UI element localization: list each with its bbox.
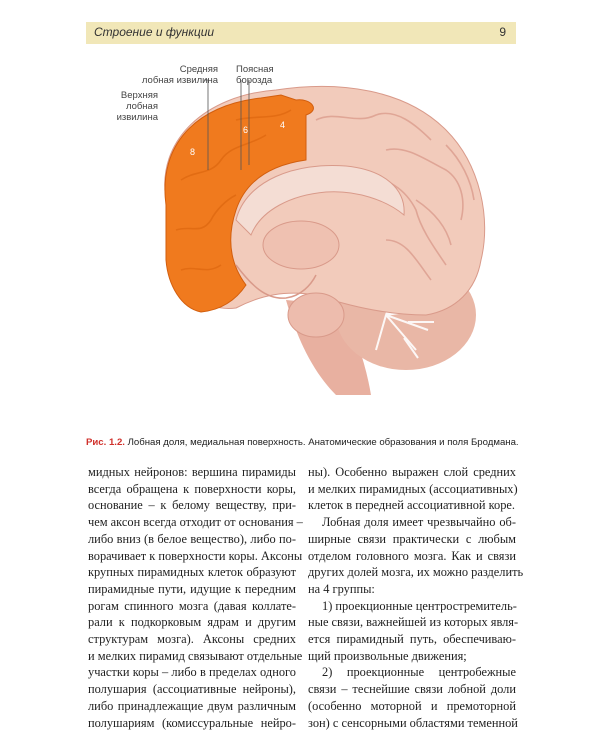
text-line: чем аксон всегда отходит от основания – — [88, 515, 303, 530]
field-4: 4 — [280, 120, 286, 130]
thalamus — [263, 221, 339, 269]
caption-text: Лобная доля, медиальная поверхность. Анатомические образования и поля Бродмана. — [124, 437, 519, 448]
brain-figure — [86, 50, 516, 430]
text-line: рогам спинного мозга (давая коллате- — [88, 598, 296, 613]
text-line: ется пирамидный путь, обеспечиваю- — [308, 632, 516, 647]
text-line: клеток в передней ассоциативной коре. — [308, 498, 516, 513]
text-line: пирамидные пути, идущие к передним — [88, 581, 296, 596]
text-line: Лобная доля имеет чрезвычайно об- — [322, 515, 516, 530]
figure-caption — [86, 437, 526, 448]
label-cingulate-sulcus: Поясная борозда — [236, 64, 274, 86]
text-line: щий произвольные движения; — [308, 648, 467, 663]
pons — [288, 293, 344, 337]
text-line: крупных пирамидных клеток образуют — [88, 565, 296, 580]
caption-prefix: Рис. 1.2. — [86, 437, 125, 448]
text-line: мидных нейронов: вершина пирамиды — [88, 465, 296, 479]
text-line: всегда обращена к поверхности коры, — [88, 481, 296, 496]
text-line: рали к подкорковым ядрам и другим — [88, 615, 296, 630]
label-superior-frontal-gyrus: Верхняя лобная извилина — [116, 90, 158, 123]
running-header — [86, 22, 516, 44]
text-line: 1) проекционные центростремитель- — [322, 598, 517, 613]
text-line: основание – к белому веществу, при- — [88, 498, 296, 513]
page-number: 9 — [499, 25, 506, 39]
text-line: участки коры – либо в пределах одного — [88, 665, 296, 680]
field-11: 11 — [132, 290, 142, 300]
field-10: 10 — [126, 249, 137, 259]
text-line: и мелких пирамид связывают отдельные — [88, 648, 303, 663]
text-line: ны). Особенно выражен слой средних — [308, 465, 516, 479]
text-line: на 4 группы: — [308, 581, 375, 596]
text-column-right — [308, 464, 524, 731]
text-line: отделом головного мозга. Как и связи — [308, 548, 516, 563]
text-line: либо принадлежащие двум различным — [88, 698, 296, 713]
text-line: либо вниз (в белое вещество), либо по- — [88, 531, 296, 546]
text-line: и мелких пирамидных (ассоциативных) — [308, 481, 518, 496]
field-9: 9 — [144, 177, 150, 187]
text-line: структурам мозга). Аксоны средних — [88, 632, 296, 647]
text-line: ворачивает к поверхности коры. Аксоны — [88, 548, 303, 563]
text-line: 2) проекционные центробежные — [322, 665, 516, 680]
text-line: связи – теснейшие связи лобной доли — [308, 682, 516, 697]
text-line: зон) с сенсорными областями теменной — [308, 715, 518, 730]
text-column-left — [88, 464, 303, 731]
text-line: полушариям (комиссуральные нейро- — [88, 715, 296, 730]
field-8: 8 — [190, 147, 196, 157]
label-middle-frontal-gyrus: Средняя лобная извилина — [141, 64, 218, 86]
text-line: полушария (ассоциативные нейроны), — [88, 682, 296, 697]
text-line: (особенно моторной и премоторной — [308, 698, 516, 713]
text-line: других долей мозга, их можно разделить — [308, 565, 524, 580]
section-title: Строение и функции — [94, 25, 215, 39]
text-line: ширные связи практически с любым — [308, 531, 516, 546]
field-6: 6 — [243, 125, 249, 135]
text-line: ные связи, важнейшей из которых явля- — [308, 615, 519, 630]
